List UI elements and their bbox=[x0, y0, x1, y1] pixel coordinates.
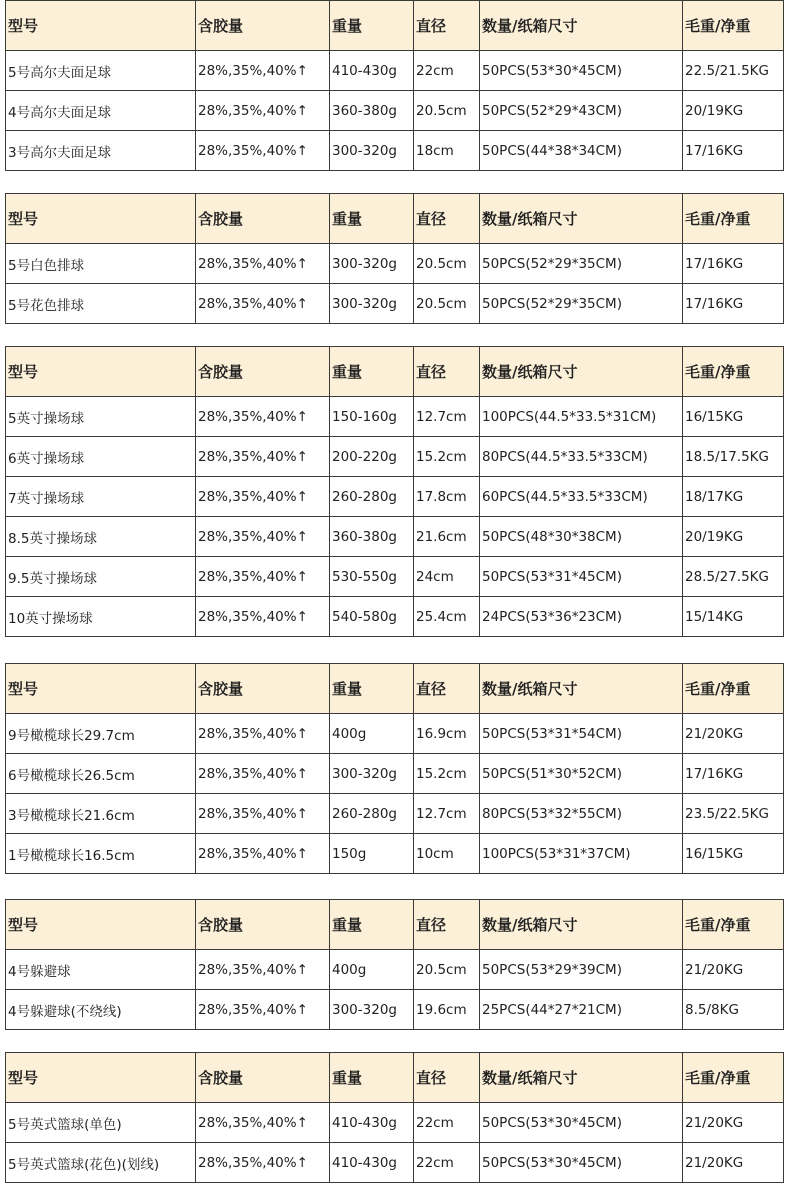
cell-weight: 410-430g bbox=[330, 51, 414, 91]
cell-rubber-content: 28%,35%,40%↑ bbox=[196, 990, 330, 1030]
cell-weight: 300-320g bbox=[330, 131, 414, 171]
header-weight: 重量 bbox=[330, 194, 414, 244]
cell-weight: 300-320g bbox=[330, 990, 414, 1030]
spec-table bbox=[5, 663, 784, 874]
table-row bbox=[6, 714, 784, 754]
cell-rubber-content: 28%,35%,40%↑ bbox=[196, 131, 330, 171]
cell-rubber-content: 28%,35%,40%↑ bbox=[196, 950, 330, 990]
cell-model: 3号高尔夫面足球 bbox=[6, 131, 196, 171]
table-row bbox=[6, 397, 784, 437]
header-row bbox=[6, 664, 784, 714]
cell-model: 5号英式篮球(单色) bbox=[6, 1103, 196, 1143]
cell-diameter: 20.5cm bbox=[414, 284, 480, 324]
header-rubber-content: 含胶量 bbox=[196, 1, 330, 51]
cell-weight: 400g bbox=[330, 714, 414, 754]
table-row bbox=[6, 754, 784, 794]
header-model: 型号 bbox=[6, 664, 196, 714]
header-quantity-carton-size: 数量/纸箱尺寸 bbox=[480, 664, 683, 714]
cell-quantity-carton-size: 50PCS(53*31*54CM) bbox=[480, 714, 683, 754]
table-row bbox=[6, 950, 784, 990]
cell-rubber-content: 28%,35%,40%↑ bbox=[196, 284, 330, 324]
cell-diameter: 20.5cm bbox=[414, 91, 480, 131]
cell-gross-net-weight: 22.5/21.5KG bbox=[683, 51, 784, 91]
header-diameter: 直径 bbox=[414, 1, 480, 51]
header-rubber-content: 含胶量 bbox=[196, 347, 330, 397]
cell-weight: 540-580g bbox=[330, 597, 414, 637]
cell-quantity-carton-size: 100PCS(53*31*37CM) bbox=[480, 834, 683, 874]
cell-weight: 360-380g bbox=[330, 517, 414, 557]
cell-diameter: 22cm bbox=[414, 51, 480, 91]
cell-quantity-carton-size: 50PCS(52*29*35CM) bbox=[480, 244, 683, 284]
header-row bbox=[6, 194, 784, 244]
cell-weight: 260-280g bbox=[330, 794, 414, 834]
cell-quantity-carton-size: 50PCS(53*30*45CM) bbox=[480, 1143, 683, 1183]
cell-diameter: 22cm bbox=[414, 1143, 480, 1183]
cell-model: 8.5英寸操场球 bbox=[6, 517, 196, 557]
spec-table bbox=[5, 899, 784, 1030]
cell-gross-net-weight: 20/19KG bbox=[683, 517, 784, 557]
cell-model: 9号橄榄球长29.7cm bbox=[6, 714, 196, 754]
cell-quantity-carton-size: 50PCS(53*29*39CM) bbox=[480, 950, 683, 990]
cell-rubber-content: 28%,35%,40%↑ bbox=[196, 244, 330, 284]
cell-model: 4号高尔夫面足球 bbox=[6, 91, 196, 131]
cell-rubber-content: 28%,35%,40%↑ bbox=[196, 91, 330, 131]
header-row bbox=[6, 900, 784, 950]
header-diameter: 直径 bbox=[414, 664, 480, 714]
cell-model: 3号橄榄球长21.6cm bbox=[6, 794, 196, 834]
table-row bbox=[6, 131, 784, 171]
header-rubber-content: 含胶量 bbox=[196, 1053, 330, 1103]
cell-rubber-content: 28%,35%,40%↑ bbox=[196, 1143, 330, 1183]
cell-gross-net-weight: 23.5/22.5KG bbox=[683, 794, 784, 834]
cell-gross-net-weight: 21/20KG bbox=[683, 1143, 784, 1183]
cell-rubber-content: 28%,35%,40%↑ bbox=[196, 517, 330, 557]
table-row bbox=[6, 990, 784, 1030]
table-row bbox=[6, 91, 784, 131]
spec-table bbox=[5, 1052, 784, 1183]
header-quantity-carton-size: 数量/纸箱尺寸 bbox=[480, 900, 683, 950]
cell-weight: 300-320g bbox=[330, 284, 414, 324]
cell-diameter: 15.2cm bbox=[414, 754, 480, 794]
cell-diameter: 18cm bbox=[414, 131, 480, 171]
cell-model: 10英寸操场球 bbox=[6, 597, 196, 637]
table-row bbox=[6, 834, 784, 874]
table-row bbox=[6, 437, 784, 477]
header-diameter: 直径 bbox=[414, 347, 480, 397]
header-rubber-content: 含胶量 bbox=[196, 664, 330, 714]
cell-quantity-carton-size: 80PCS(44.5*33.5*33CM) bbox=[480, 437, 683, 477]
cell-rubber-content: 28%,35%,40%↑ bbox=[196, 397, 330, 437]
cell-diameter: 22cm bbox=[414, 1103, 480, 1143]
header-diameter: 直径 bbox=[414, 1053, 480, 1103]
header-quantity-carton-size: 数量/纸箱尺寸 bbox=[480, 194, 683, 244]
table-row bbox=[6, 557, 784, 597]
cell-quantity-carton-size: 80PCS(53*32*55CM) bbox=[480, 794, 683, 834]
header-row bbox=[6, 1, 784, 51]
cell-diameter: 12.7cm bbox=[414, 794, 480, 834]
cell-gross-net-weight: 21/20KG bbox=[683, 1103, 784, 1143]
cell-diameter: 21.6cm bbox=[414, 517, 480, 557]
cell-quantity-carton-size: 50PCS(53*30*45CM) bbox=[480, 51, 683, 91]
header-weight: 重量 bbox=[330, 1053, 414, 1103]
cell-quantity-carton-size: 25PCS(44*27*21CM) bbox=[480, 990, 683, 1030]
header-row bbox=[6, 1053, 784, 1103]
header-quantity-carton-size: 数量/纸箱尺寸 bbox=[480, 347, 683, 397]
cell-gross-net-weight: 20/19KG bbox=[683, 91, 784, 131]
cell-weight: 400g bbox=[330, 950, 414, 990]
cell-gross-net-weight: 17/16KG bbox=[683, 284, 784, 324]
cell-diameter: 16.9cm bbox=[414, 714, 480, 754]
cell-diameter: 25.4cm bbox=[414, 597, 480, 637]
cell-quantity-carton-size: 50PCS(52*29*35CM) bbox=[480, 284, 683, 324]
header-diameter: 直径 bbox=[414, 194, 480, 244]
cell-diameter: 19.6cm bbox=[414, 990, 480, 1030]
cell-quantity-carton-size: 100PCS(44.5*33.5*31CM) bbox=[480, 397, 683, 437]
cell-quantity-carton-size: 50PCS(52*29*43CM) bbox=[480, 91, 683, 131]
cell-rubber-content: 28%,35%,40%↑ bbox=[196, 477, 330, 517]
header-diameter: 直径 bbox=[414, 900, 480, 950]
cell-model: 7英寸操场球 bbox=[6, 477, 196, 517]
cell-quantity-carton-size: 50PCS(53*31*45CM) bbox=[480, 557, 683, 597]
table-row bbox=[6, 1103, 784, 1143]
cell-weight: 200-220g bbox=[330, 437, 414, 477]
cell-diameter: 10cm bbox=[414, 834, 480, 874]
header-model: 型号 bbox=[6, 1053, 196, 1103]
header-weight: 重量 bbox=[330, 1, 414, 51]
cell-gross-net-weight: 15/14KG bbox=[683, 597, 784, 637]
cell-model: 4号躲避球(不绕线) bbox=[6, 990, 196, 1030]
cell-model: 5号白色排球 bbox=[6, 244, 196, 284]
cell-model: 5号高尔夫面足球 bbox=[6, 51, 196, 91]
cell-model: 5号花色排球 bbox=[6, 284, 196, 324]
cell-rubber-content: 28%,35%,40%↑ bbox=[196, 1103, 330, 1143]
cell-gross-net-weight: 8.5/8KG bbox=[683, 990, 784, 1030]
table-row bbox=[6, 1143, 784, 1183]
cell-gross-net-weight: 21/20KG bbox=[683, 950, 784, 990]
table-row bbox=[6, 244, 784, 284]
cell-diameter: 24cm bbox=[414, 557, 480, 597]
cell-weight: 260-280g bbox=[330, 477, 414, 517]
cell-model: 6号橄榄球长26.5cm bbox=[6, 754, 196, 794]
cell-gross-net-weight: 17/16KG bbox=[683, 131, 784, 171]
cell-rubber-content: 28%,35%,40%↑ bbox=[196, 437, 330, 477]
cell-weight: 150g bbox=[330, 834, 414, 874]
table-row bbox=[6, 477, 784, 517]
cell-weight: 410-430g bbox=[330, 1143, 414, 1183]
header-gross-net-weight: 毛重/净重 bbox=[683, 900, 784, 950]
cell-model: 4号躲避球 bbox=[6, 950, 196, 990]
cell-gross-net-weight: 21/20KG bbox=[683, 714, 784, 754]
cell-rubber-content: 28%,35%,40%↑ bbox=[196, 714, 330, 754]
cell-diameter: 20.5cm bbox=[414, 950, 480, 990]
cell-gross-net-weight: 18/17KG bbox=[683, 477, 784, 517]
header-model: 型号 bbox=[6, 194, 196, 244]
header-weight: 重量 bbox=[330, 664, 414, 714]
cell-quantity-carton-size: 50PCS(51*30*52CM) bbox=[480, 754, 683, 794]
cell-weight: 300-320g bbox=[330, 754, 414, 794]
header-gross-net-weight: 毛重/净重 bbox=[683, 347, 784, 397]
header-gross-net-weight: 毛重/净重 bbox=[683, 664, 784, 714]
header-gross-net-weight: 毛重/净重 bbox=[683, 1, 784, 51]
spec-table bbox=[5, 193, 784, 324]
header-weight: 重量 bbox=[330, 900, 414, 950]
cell-quantity-carton-size: 50PCS(48*30*38CM) bbox=[480, 517, 683, 557]
cell-diameter: 20.5cm bbox=[414, 244, 480, 284]
spec-table bbox=[5, 0, 784, 171]
cell-model: 1号橄榄球长16.5cm bbox=[6, 834, 196, 874]
header-rubber-content: 含胶量 bbox=[196, 900, 330, 950]
table-row bbox=[6, 794, 784, 834]
cell-weight: 360-380g bbox=[330, 91, 414, 131]
header-model: 型号 bbox=[6, 1, 196, 51]
cell-model: 6英寸操场球 bbox=[6, 437, 196, 477]
cell-quantity-carton-size: 24PCS(53*36*23CM) bbox=[480, 597, 683, 637]
cell-weight: 300-320g bbox=[330, 244, 414, 284]
table-row bbox=[6, 517, 784, 557]
cell-rubber-content: 28%,35%,40%↑ bbox=[196, 51, 330, 91]
cell-weight: 530-550g bbox=[330, 557, 414, 597]
cell-model: 5英寸操场球 bbox=[6, 397, 196, 437]
header-gross-net-weight: 毛重/净重 bbox=[683, 194, 784, 244]
cell-gross-net-weight: 17/16KG bbox=[683, 754, 784, 794]
header-rubber-content: 含胶量 bbox=[196, 194, 330, 244]
cell-diameter: 17.8cm bbox=[414, 477, 480, 517]
cell-weight: 150-160g bbox=[330, 397, 414, 437]
cell-model: 9.5英寸操场球 bbox=[6, 557, 196, 597]
header-weight: 重量 bbox=[330, 347, 414, 397]
cell-diameter: 15.2cm bbox=[414, 437, 480, 477]
header-quantity-carton-size: 数量/纸箱尺寸 bbox=[480, 1053, 683, 1103]
cell-gross-net-weight: 28.5/27.5KG bbox=[683, 557, 784, 597]
cell-rubber-content: 28%,35%,40%↑ bbox=[196, 557, 330, 597]
spec-table bbox=[5, 346, 784, 637]
cell-quantity-carton-size: 50PCS(53*30*45CM) bbox=[480, 1103, 683, 1143]
cell-quantity-carton-size: 60PCS(44.5*33.5*33CM) bbox=[480, 477, 683, 517]
header-gross-net-weight: 毛重/净重 bbox=[683, 1053, 784, 1103]
cell-gross-net-weight: 16/15KG bbox=[683, 834, 784, 874]
header-model: 型号 bbox=[6, 900, 196, 950]
header-row bbox=[6, 347, 784, 397]
header-quantity-carton-size: 数量/纸箱尺寸 bbox=[480, 1, 683, 51]
cell-gross-net-weight: 18.5/17.5KG bbox=[683, 437, 784, 477]
table-row bbox=[6, 284, 784, 324]
cell-quantity-carton-size: 50PCS(44*38*34CM) bbox=[480, 131, 683, 171]
cell-rubber-content: 28%,35%,40%↑ bbox=[196, 597, 330, 637]
table-row bbox=[6, 597, 784, 637]
cell-rubber-content: 28%,35%,40%↑ bbox=[196, 794, 330, 834]
table-row bbox=[6, 51, 784, 91]
cell-rubber-content: 28%,35%,40%↑ bbox=[196, 834, 330, 874]
cell-model: 5号英式篮球(花色)(划线) bbox=[6, 1143, 196, 1183]
cell-gross-net-weight: 17/16KG bbox=[683, 244, 784, 284]
header-model: 型号 bbox=[6, 347, 196, 397]
cell-diameter: 12.7cm bbox=[414, 397, 480, 437]
cell-gross-net-weight: 16/15KG bbox=[683, 397, 784, 437]
cell-weight: 410-430g bbox=[330, 1103, 414, 1143]
cell-rubber-content: 28%,35%,40%↑ bbox=[196, 754, 330, 794]
